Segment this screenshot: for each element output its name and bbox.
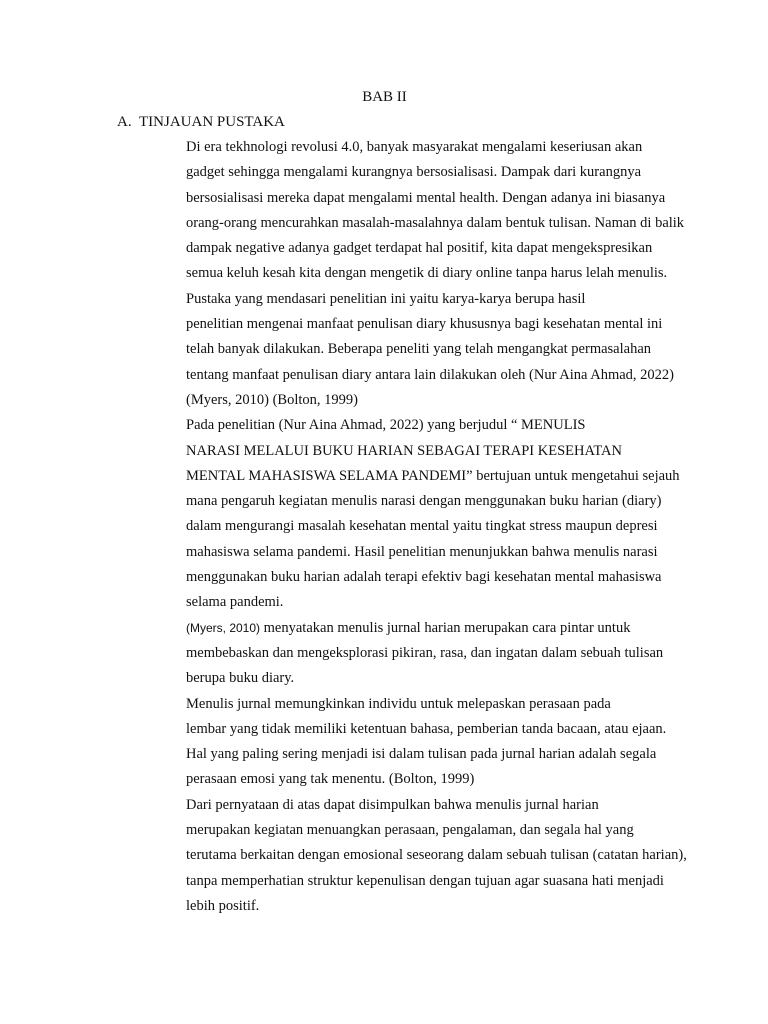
paragraph-1 (140, 135, 685, 287)
text-line: lembar yang tidak memiliki ketentuan bahasa, pemberian tanda bacaan, atau ejaan. (186, 720, 667, 737)
text-line: membebaskan dan mengeksplorasi pikiran, rasa, dan ingatan dalam sebuah tulisan (186, 644, 664, 661)
text-line: menggunakan buku harian adalah terapi efektiv bagi kesehatan mental mahasiswa (186, 569, 662, 586)
text-line: Menulis jurnal memungkinkan individu untuk melepaskan perasaan pada (186, 695, 611, 712)
text-line: tentang manfaat penulisan diary antara lain dilakukan oleh (Nur Aina Ahmad, 2022) (186, 366, 675, 383)
citation-myers: (Myers, 2010) (186, 620, 261, 635)
text-line: berupa buku diary. (186, 670, 295, 687)
text-line: Pustaka yang mendasari penelitian ini yaitu karya-karya berupa hasil (186, 290, 586, 307)
text-line: bersosialisasi mereka dapat mengalami mental health. Dengan adanya ini biasanya (186, 189, 666, 206)
text-line (140, 616, 680, 641)
text-line: semua keluh kesah kita dengan mengetik di diary online tanpa harus lelah menulis. (186, 265, 668, 282)
text-line: perasaan emosi yang tak menentu. (Bolton, 1999) (186, 771, 475, 788)
section-title: TINJAUAN PUSTAKA (139, 114, 285, 130)
text-line: selama pandemi. (186, 594, 284, 611)
text-line: MENTAL MAHASISWA SELAMA PANDEMI” bertujuan untuk mengetahui sejauh (186, 467, 680, 484)
text-line: Di era tekhnologi revolusi 4.0, banyak masyarakat mengalami keseriusan akan (186, 139, 643, 155)
section-number: A. (117, 114, 132, 130)
text-line: tanpa memperhatian struktur kepenulisan dengan tujuan agar suasana hati menjadi (186, 872, 664, 889)
paragraph-3 (140, 413, 680, 615)
text-line: Dari pernyataan di atas dapat disimpulkan bahwa menulis jurnal harian (186, 796, 599, 813)
text-line: mana pengaruh kegiatan menulis narasi dengan menggunakan buku harian (diary) (186, 493, 662, 510)
chapter-title: BAB II (362, 89, 407, 105)
text-line: gadget sehingga mengalami kurangnya bersosialisasi. Dampak dari kurangnya (186, 164, 642, 181)
text-line: merupakan kegiatan menuangkan perasaan, pengalaman, dan segala hal yang (186, 822, 634, 839)
body-text (140, 135, 687, 919)
text-line: Pada penelitian (Nur Aina Ahmad, 2022) yang berjudul “ MENULIS (186, 417, 586, 434)
text-line: terutama berkaitan dengan emosional seseorang dalam sebuah tulisan (catatan harian), (186, 847, 687, 864)
paragraph-5 (140, 692, 680, 793)
text-line: mahasiswa selama pandemi. Hasil penelitian menunjukkan bahwa menulis narasi (186, 543, 658, 560)
text-fragment: menyatakan menulis jurnal harian merupakan cara pintar untuk (260, 619, 631, 636)
text-line: lebih positif. (186, 897, 260, 914)
paragraph-6 (140, 793, 687, 919)
paragraph-4 (140, 616, 680, 692)
text-line: dampak negative adanya gadget terdapat hal positif, kita dapat mengekspresikan (186, 240, 653, 257)
paragraph-2 (140, 287, 680, 413)
section-heading (117, 112, 285, 132)
text-line: telah banyak dilakukan. Beberapa peneliti yang telah mengangkat permasalahan (186, 341, 652, 358)
text-line: Hal yang paling sering menjadi isi dalam tulisan pada jurnal harian adalah segala (186, 746, 657, 763)
text-line: dalam mengurangi masalah kesehatan mental yaitu tingkat stress maupun depresi (186, 518, 658, 535)
text-line: orang-orang mencurahkan masalah-masalahnya dalam bentuk tulisan. Naman di balik (186, 214, 685, 231)
text-line: penelitian mengenai manfaat penulisan diary khususnya bagi kesehatan mental ini (186, 316, 663, 333)
text-line: (Myers, 2010) (Bolton, 1999) (186, 391, 358, 408)
text-line: NARASI MELALUI BUKU HARIAN SEBAGAI TERAPI KESEHATAN (186, 442, 622, 459)
